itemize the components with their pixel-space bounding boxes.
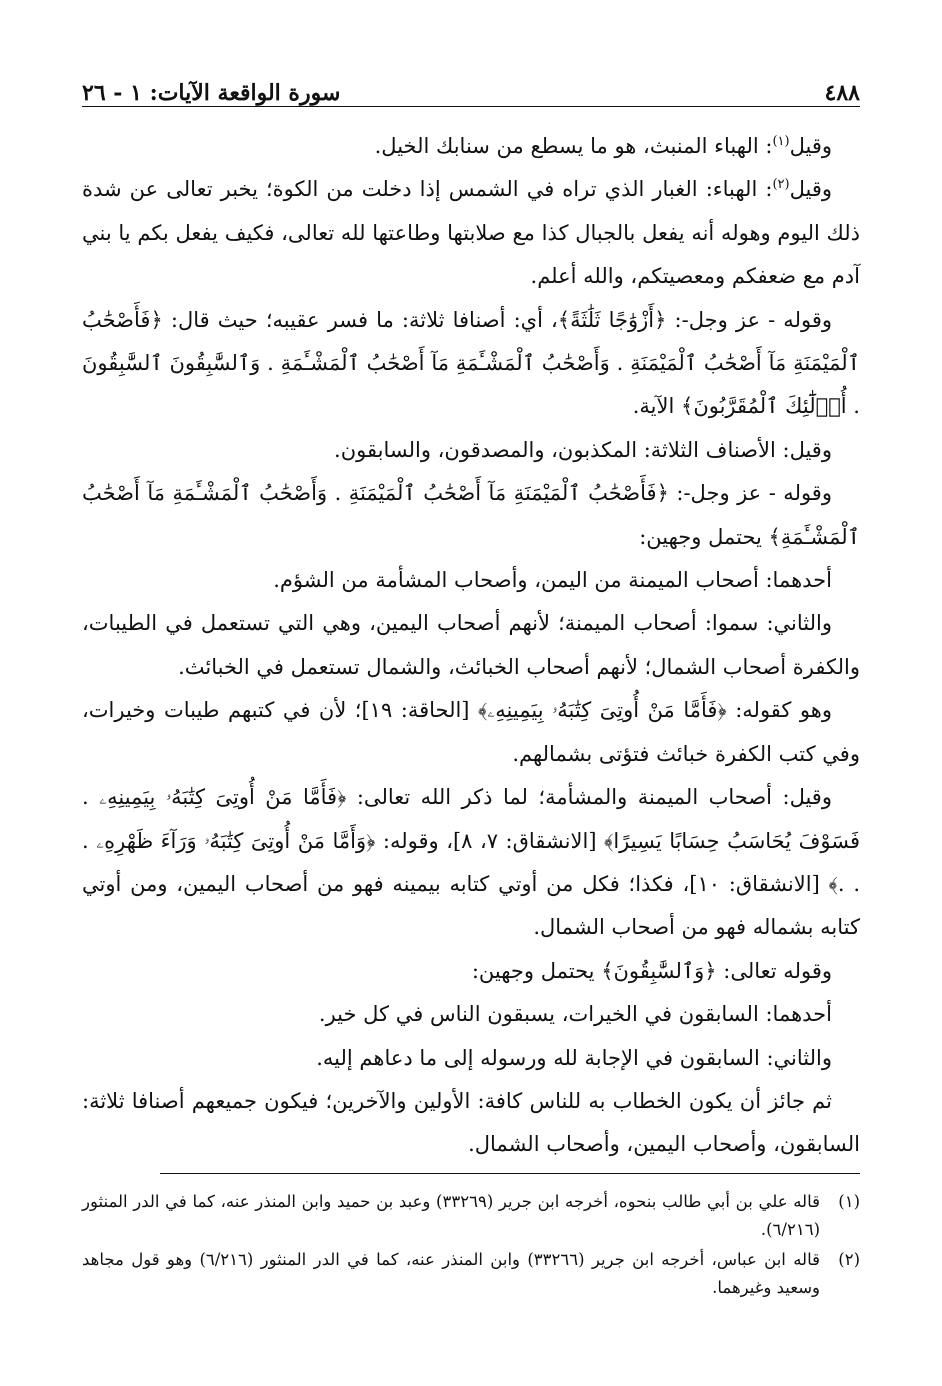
paragraph: وقيل: أصحاب الميمنة والمشأمة؛ لما ذكر الله تعالى: ﴿فَأَمَّا مَنْ أُوتِىَ كِتَٰبَهُۥ بِيَمِينِهِۦ . فَسَوْفَ يُحَاسَبُ حِسَابًا يَسِيرًا﴾ [الانشقاق: ٧، ٨]، وقوله: ﴿وَأَمَّا مَنْ أُوتِىَ كِتَٰبَهُۥ وَرَآءَ ظَهْرِهِۦ . . .﴾ [الانشقاق: ١٠]، فكذا؛ فكل من أوتي كتابه بيمينه فهو من أصحاب اليمين، ومن أوتي كتابه بشماله فهو من أصحاب الشمال. bbox=[82, 785, 860, 940]
main-text bbox=[82, 125, 860, 1167]
paragraph: وقوله - عز وجل-: ﴿أَزْوَٰجًا ثَلَٰثَةً﴾، أي: أصنافا ثلاثة: ما فسر عقيبه؛ حيث قال: ﴿فَأَصْحَٰبُ ٱلْمَيْمَنَةِ مَآ أَصْحَٰبُ ٱلْمَيْمَنَةِ . وَأَصْحَٰبُ ٱلْمَشْـَٔمَةِ مَآ أَصْحَٰبُ ٱلْمَشْـَٔمَةِ . وَٱلسَّٰبِقُونَ ٱلسَّٰبِقُونَ . أُو۟لَٰٓئِكَ ٱلْمُقَرَّبُونَ﴾ الآية. bbox=[82, 307, 860, 419]
footnote-text: قاله ابن عباس، أخرجه ابن جرير (٣٣٢٦٦) وابن المنذر عنه، كما في الدر المنثور (٦/٢١٦) وهو قول مجاهد وسعيد وغيرهما. bbox=[82, 1249, 820, 1297]
paragraph: وقوله تعالى: ﴿وَٱلسَّٰبِقُونَ﴾ يحتمل وجهين: bbox=[471, 958, 832, 983]
paragraph: أحدهما: السابقون في الخيرات، يسبقون الناس في كل خير. bbox=[318, 1002, 832, 1027]
footnote-number: (١) bbox=[838, 1191, 860, 1211]
paragraph: والثاني: السابقون في الإجابة لله ورسوله إلى ما دعاهم إليه. bbox=[316, 1045, 832, 1070]
paragraph: وهو كقوله: ﴿فَأَمَّا مَنْ أُوتِىَ كِتَٰبَهُۥ بِيَمِينِهِۦ﴾ [الحاقة: ١٩]؛ لأن في كتبهم طيبات وخيرات، وفي كتب الكفرة خبائث فتؤتى بشمالهم. bbox=[82, 698, 860, 766]
page-header bbox=[82, 66, 860, 107]
footnote-separator bbox=[160, 1173, 860, 1174]
footnote bbox=[82, 1188, 860, 1244]
paragraph-text: : الهباء المنبث، هو ما يسطع من سنابك الخيل. bbox=[374, 134, 773, 158]
paragraph-text: : الهباء: الغبار الذي تراه في الشمس إذا دخلت من الكوة؛ يخبر تعالى عن شدة ذلك اليوم وهوله أنه يفعل بالجبال كذا مع صلابتها وطاعتها لله تعالى، فكيف يفعل بكم يا بني آدم مع ضعفكم ومعصيتكم، والله أعلم. bbox=[82, 177, 860, 289]
paragraph-lead: وقيل bbox=[789, 134, 832, 158]
footnote-text: قاله علي بن أبي طالب بنحوه، أخرجه ابن جرير (٣٣٢٦٩) وعبد بن حميد وابن المنذر عنه، كما في الدر المنثور (٦/٢١٦). bbox=[82, 1191, 820, 1239]
footnote-ref[interactable]: (١) bbox=[772, 134, 790, 149]
paragraph: ثم جائز أن يكون الخطاب به للناس كافة: الأولين والآخرين؛ فيكون جميعهم أصنافا ثلاثة: السابقون، وأصحاب اليمين، وأصحاب الشمال. bbox=[82, 1088, 860, 1157]
paragraph bbox=[82, 168, 860, 298]
paragraph: وقيل: الأصناف الثلاثة: المكذبون، والمصدقون، والسابقون. bbox=[334, 437, 832, 462]
paragraph: وقوله - عز وجل-: ﴿فَأَصْحَٰبُ ٱلْمَيْمَنَةِ مَآ أَصْحَٰبُ ٱلْمَيْمَنَةِ . وَأَصْحَٰبُ ٱلْمَشْـَٔمَةِ مَآ أَصْحَٰبُ ٱلْمَشْـَٔمَةِ﴾ يحتمل وجهين: bbox=[82, 481, 860, 549]
footnote-ref[interactable]: (٢) bbox=[772, 177, 790, 193]
paragraph-lead: وقيل bbox=[789, 177, 832, 202]
page-number: ٤٨٨ bbox=[824, 80, 860, 106]
footnote-number: (٢) bbox=[838, 1249, 860, 1269]
paragraph: أحدهما: أصحاب الميمنة من اليمن، وأصحاب المشأمة من الشؤم. bbox=[273, 568, 832, 593]
paragraph: والثاني: سموا: أصحاب الميمنة؛ لأنهم أصحاب اليمين، وهي التي تستعمل في الطيبات، والكفرة أصحاب الشمال؛ لأنهم أصحاب الخبائث، والشمال تستعمل في الخبائث. bbox=[82, 611, 860, 679]
footnote bbox=[82, 1246, 860, 1302]
running-title: سورة الواقعة الآيات: ١ - ٢٦ bbox=[82, 80, 341, 106]
paragraph bbox=[82, 125, 860, 168]
footnotes bbox=[82, 1188, 860, 1302]
